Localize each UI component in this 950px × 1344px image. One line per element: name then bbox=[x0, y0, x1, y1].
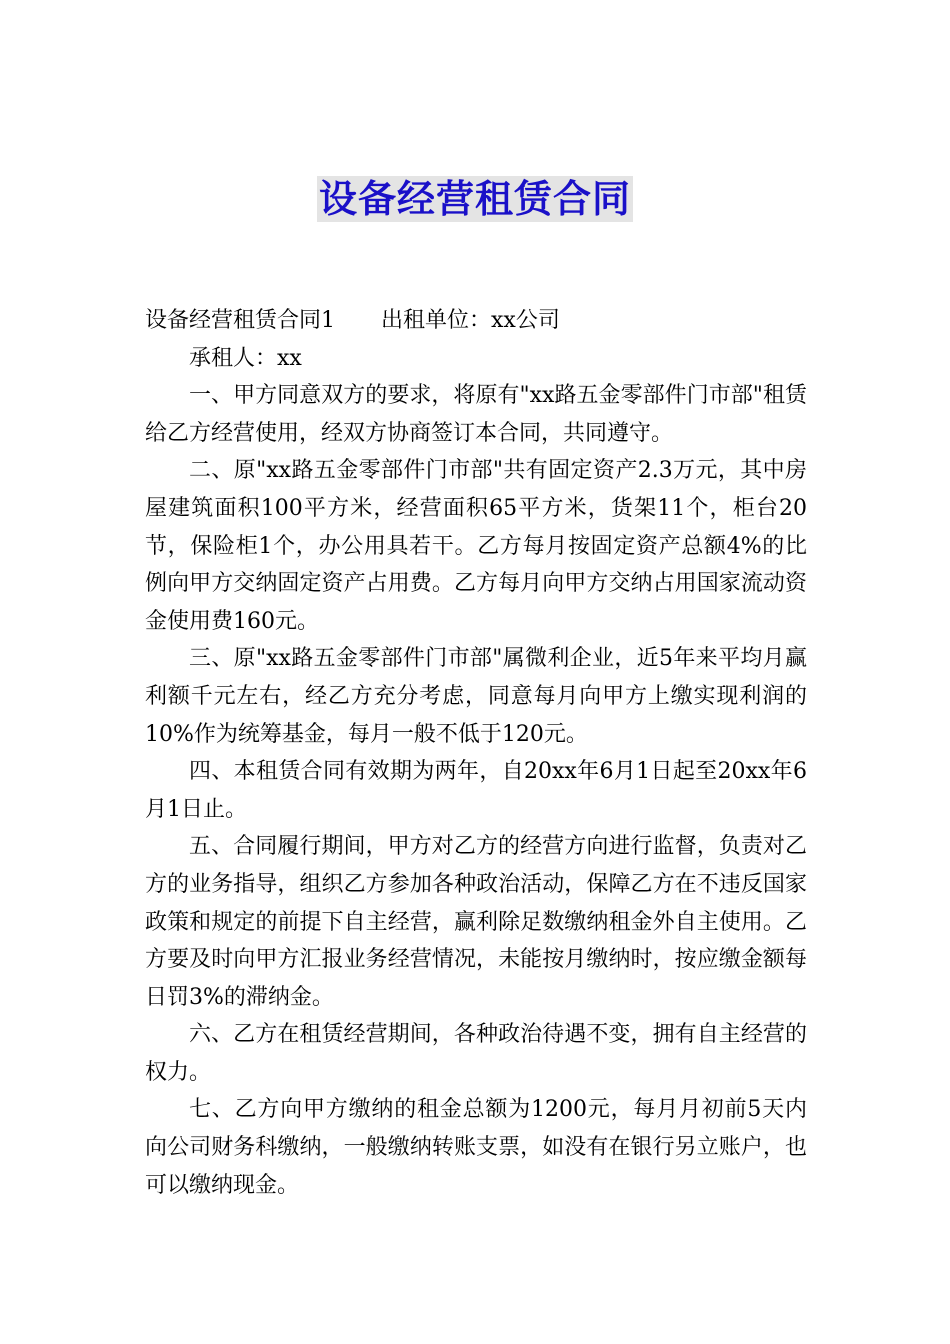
lessee-line: 承租人：xx bbox=[189, 345, 302, 371]
document-title: 设备经营租赁合同 bbox=[318, 177, 631, 221]
contract-label: 设备经营租赁合同1 bbox=[145, 308, 335, 333]
intro-line bbox=[145, 302, 807, 340]
clause-7: 七、乙方向甲方缴纳的租金总额为1200元，每月月初前5天内向公司财务科缴纳，一般缴纳转账支票，如没有在银行另立账户，也可以缴纳现金。 bbox=[145, 1097, 807, 1198]
clause-6: 六、乙方在租赁经营期间，各种政治待遇不变，拥有自主经营的权力。 bbox=[145, 1022, 807, 1085]
title-block bbox=[0, 176, 950, 222]
clause-4: 四、本租赁合同有效期为两年，自20xx年6月1日起至20xx年6月1日止。 bbox=[145, 759, 807, 822]
clause-3: 三、原"xx路五金零部件门市部"属微利企业，近5年来平均月赢利额千元左右，经乙方充分考虑，同意每月向甲方上缴实现利润的10%作为统筹基金，每月一般不低于120元。 bbox=[145, 646, 807, 747]
clause-5: 五、合同履行期间，甲方对乙方的经营方向进行监督，负责对乙方的业务指导，组织乙方参加各种政治活动，保障乙方在不违反国家政策和规定的前提下自主经营，赢利除足数缴纳租金外自主使用。乙方要及时向甲方汇报业务经营情况，未能按月缴纳时，按应缴金额每日罚3%的滞纳金。 bbox=[145, 834, 807, 1010]
document-body bbox=[145, 302, 807, 1204]
clause-2: 二、原"xx路五金零部件门市部"共有固定资产2.3万元，其中房屋建筑面积100平方米，经营面积65平方米，货架11个，柜台20节，保险柜1个，办公用具若干。乙方每月按固定资产总额4%的比例向甲方交纳固定资产占用费。乙方每月向甲方交纳占用国家流动资金使用费160元。 bbox=[145, 458, 807, 634]
lessor-label: 出租单位：xx公司 bbox=[381, 308, 560, 333]
clause-1: 一、甲方同意双方的要求，将原有"xx路五金零部件门市部"租赁给乙方经营使用，经双方协商签订本合同，共同遵守。 bbox=[145, 383, 807, 446]
